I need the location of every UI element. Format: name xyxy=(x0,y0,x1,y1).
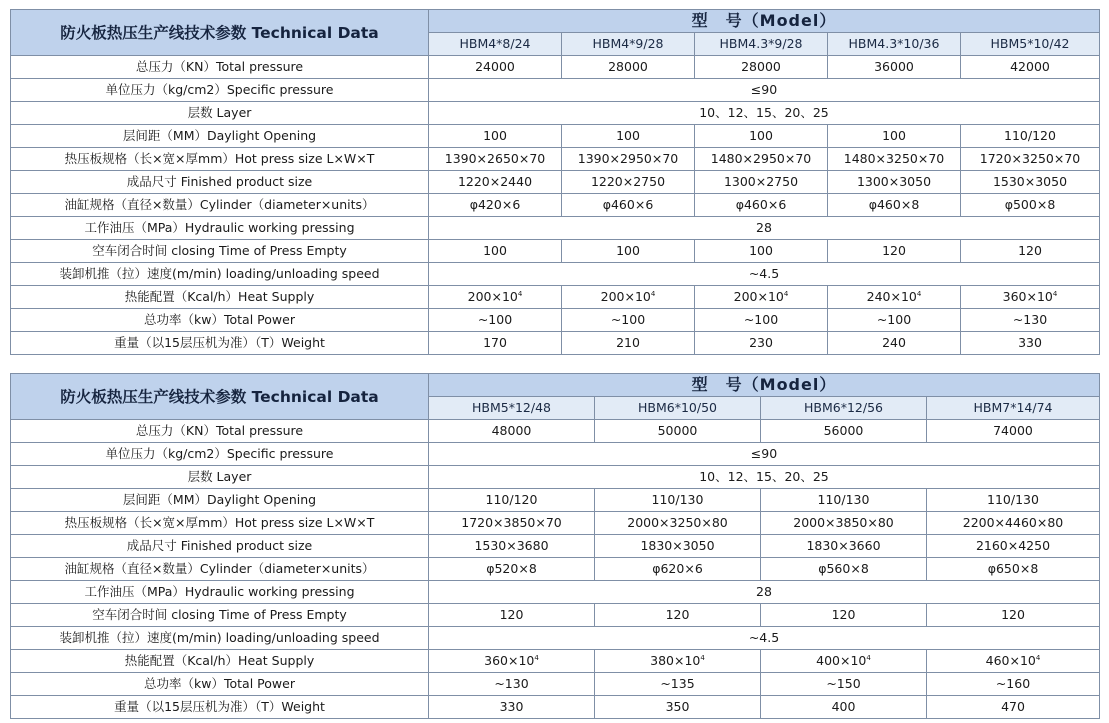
model-name: HBM7*14/74 xyxy=(927,397,1100,420)
parameter-label: 油缸规格（直径×数量）Cylinder（diameter×units） xyxy=(11,194,429,217)
value-cell xyxy=(695,286,828,309)
value-cell: φ520×8 xyxy=(429,558,595,581)
table-row xyxy=(11,171,1100,194)
value-cell: φ460×6 xyxy=(695,194,828,217)
table-row xyxy=(11,125,1100,148)
value-cell: 2200×4460×80 xyxy=(927,512,1100,535)
value-cell: 24000 xyxy=(429,56,562,79)
value-base: 460×10 xyxy=(985,653,1036,668)
value-base: 360×10 xyxy=(484,653,535,668)
model-name: HBM4.3*10/36 xyxy=(828,33,961,56)
model-name: HBM6*10/50 xyxy=(595,397,761,420)
value-cell: 48000 xyxy=(429,420,595,443)
value-cell: 100 xyxy=(695,125,828,148)
model-header: 型 号（Model） xyxy=(429,10,1100,33)
parameter-label: 成品尺寸 Finished product size xyxy=(11,171,429,194)
value-cell: 240 xyxy=(828,332,961,355)
value-cell: 110/120 xyxy=(429,489,595,512)
value-exponent: 4 xyxy=(650,289,656,298)
value-exponent: 4 xyxy=(517,289,523,298)
parameter-label: 单位压力（kg/cm2）Specific pressure xyxy=(11,443,429,466)
value-cell xyxy=(429,650,595,673)
table-row xyxy=(11,535,1100,558)
parameter-label: 总功率（kw）Total Power xyxy=(11,673,429,696)
table-row xyxy=(11,604,1100,627)
value-cell xyxy=(429,286,562,309)
value-cell: ~130 xyxy=(961,309,1100,332)
table-row xyxy=(11,650,1100,673)
table-row xyxy=(11,263,1100,286)
value-cell: 2160×4250 xyxy=(927,535,1100,558)
technical-data-table-1 xyxy=(10,9,1100,355)
value-cell: 110/120 xyxy=(961,125,1100,148)
table-row xyxy=(11,148,1100,171)
parameter-label: 装卸机推（拉）速度(m/min) loading/unloading speed xyxy=(11,627,429,650)
value-cell: 120 xyxy=(927,604,1100,627)
value-cell: φ420×6 xyxy=(429,194,562,217)
parameter-label: 热能配置（Kcal/h）Heat Supply xyxy=(11,650,429,673)
parameter-label: 层间距（MM）Daylight Opening xyxy=(11,125,429,148)
value-base: 400×10 xyxy=(816,653,867,668)
value-cell xyxy=(961,286,1100,309)
value-base: 200×10 xyxy=(600,289,651,304)
table-row xyxy=(11,79,1100,102)
value-cell: 230 xyxy=(695,332,828,355)
merged-value-cell: 28 xyxy=(429,581,1100,604)
table-title: 防火板热压生产线技术参数 Technical Data xyxy=(11,374,429,420)
value-cell: 100 xyxy=(695,240,828,263)
value-cell: 110/130 xyxy=(595,489,761,512)
value-cell: φ460×6 xyxy=(562,194,695,217)
table-row xyxy=(11,443,1100,466)
parameter-label: 层数 Layer xyxy=(11,466,429,489)
value-cell: 1830×3050 xyxy=(595,535,761,558)
model-name: HBM4.3*9/28 xyxy=(695,33,828,56)
value-cell: 110/130 xyxy=(927,489,1100,512)
table-row xyxy=(11,286,1100,309)
parameter-label: 热压板规格（长×宽×厚mm）Hot press size L×W×T xyxy=(11,148,429,171)
parameter-label: 空车闭合时间 closing Time of Press Empty xyxy=(11,240,429,263)
table-row xyxy=(11,194,1100,217)
header-row xyxy=(11,374,1100,397)
value-cell: 50000 xyxy=(595,420,761,443)
value-cell: 170 xyxy=(429,332,562,355)
parameter-label: 工作油压（MPa）Hydraulic working pressing xyxy=(11,581,429,604)
parameter-label: 装卸机推（拉）速度(m/min) loading/unloading speed xyxy=(11,263,429,286)
model-name: HBM5*12/48 xyxy=(429,397,595,420)
value-cell: 1220×2440 xyxy=(429,171,562,194)
parameter-label: 重量（以15层压机为准）（T）Weight xyxy=(11,696,429,719)
value-cell: 1530×3050 xyxy=(961,171,1100,194)
value-cell: ~100 xyxy=(695,309,828,332)
value-cell: 1390×2950×70 xyxy=(562,148,695,171)
table-row xyxy=(11,309,1100,332)
value-cell: 1830×3660 xyxy=(761,535,927,558)
value-cell: 42000 xyxy=(961,56,1100,79)
value-cell: 330 xyxy=(429,696,595,719)
parameter-label: 总压力（KN）Total pressure xyxy=(11,56,429,79)
value-cell: 1220×2750 xyxy=(562,171,695,194)
value-cell xyxy=(761,650,927,673)
value-cell: 120 xyxy=(595,604,761,627)
technical-data-table-2 xyxy=(10,373,1100,719)
value-cell: 120 xyxy=(761,604,927,627)
table-row xyxy=(11,489,1100,512)
value-cell: 120 xyxy=(429,604,595,627)
parameter-label: 油缸规格（直径×数量）Cylinder（diameter×units） xyxy=(11,558,429,581)
value-cell: 28000 xyxy=(562,56,695,79)
table-row xyxy=(11,56,1100,79)
value-base: 360×10 xyxy=(1002,289,1053,304)
merged-value-cell: 10、12、15、20、25 xyxy=(429,102,1100,125)
merged-value-cell: ~4.5 xyxy=(429,627,1100,650)
parameter-label: 总功率（kw）Total Power xyxy=(11,309,429,332)
value-cell: ~150 xyxy=(761,673,927,696)
value-cell xyxy=(595,650,761,673)
parameter-label: 热能配置（Kcal/h）Heat Supply xyxy=(11,286,429,309)
value-cell: ~100 xyxy=(562,309,695,332)
table-row xyxy=(11,581,1100,604)
merged-value-cell: 28 xyxy=(429,217,1100,240)
table-row xyxy=(11,512,1100,535)
model-name: HBM6*12/56 xyxy=(761,397,927,420)
table-row xyxy=(11,240,1100,263)
value-exponent: 4 xyxy=(783,289,789,298)
model-header: 型 号（Model） xyxy=(429,374,1100,397)
header-row xyxy=(11,10,1100,33)
merged-value-cell: ≤90 xyxy=(429,79,1100,102)
parameter-label: 层间距（MM）Daylight Opening xyxy=(11,489,429,512)
parameter-label: 热压板规格（长×宽×厚mm）Hot press size L×W×T xyxy=(11,512,429,535)
value-cell: ~130 xyxy=(429,673,595,696)
value-cell: 1300×3050 xyxy=(828,171,961,194)
value-cell: 1530×3680 xyxy=(429,535,595,558)
table-row xyxy=(11,673,1100,696)
value-cell: 330 xyxy=(961,332,1100,355)
value-cell: 400 xyxy=(761,696,927,719)
value-exponent: 4 xyxy=(866,653,871,662)
merged-value-cell: 10、12、15、20、25 xyxy=(429,466,1100,489)
table-row xyxy=(11,696,1100,719)
value-cell: 120 xyxy=(828,240,961,263)
table-row xyxy=(11,466,1100,489)
value-cell: ~135 xyxy=(595,673,761,696)
value-exponent: 4 xyxy=(700,653,705,662)
value-cell: 350 xyxy=(595,696,761,719)
value-cell: φ560×8 xyxy=(761,558,927,581)
value-cell: φ500×8 xyxy=(961,194,1100,217)
value-cell: 28000 xyxy=(695,56,828,79)
table-row xyxy=(11,558,1100,581)
value-cell: 2000×3850×80 xyxy=(761,512,927,535)
value-cell: 36000 xyxy=(828,56,961,79)
value-cell xyxy=(927,650,1100,673)
merged-value-cell: ≤90 xyxy=(429,443,1100,466)
value-cell: 100 xyxy=(828,125,961,148)
parameter-label: 成品尺寸 Finished product size xyxy=(11,535,429,558)
value-exponent: 4 xyxy=(1035,653,1041,662)
table-row xyxy=(11,332,1100,355)
value-cell: 470 xyxy=(927,696,1100,719)
model-name: HBM4*8/24 xyxy=(429,33,562,56)
value-exponent: 4 xyxy=(916,289,922,298)
parameter-label: 层数 Layer xyxy=(11,102,429,125)
value-exponent: 4 xyxy=(1052,289,1058,298)
value-cell: 100 xyxy=(562,240,695,263)
value-cell: ~160 xyxy=(927,673,1100,696)
parameter-label: 总压力（KN）Total pressure xyxy=(11,420,429,443)
value-cell: 110/130 xyxy=(761,489,927,512)
value-exponent: 4 xyxy=(534,653,539,662)
model-name: HBM5*10/42 xyxy=(961,33,1100,56)
table-row xyxy=(11,217,1100,240)
value-cell: 100 xyxy=(429,125,562,148)
value-cell: ~100 xyxy=(828,309,961,332)
value-cell: φ650×8 xyxy=(927,558,1100,581)
value-base: 200×10 xyxy=(733,289,784,304)
value-cell xyxy=(562,286,695,309)
value-cell: 74000 xyxy=(927,420,1100,443)
value-cell: 1300×2750 xyxy=(695,171,828,194)
value-cell: 56000 xyxy=(761,420,927,443)
value-base: 240×10 xyxy=(866,289,917,304)
value-cell: 1390×2650×70 xyxy=(429,148,562,171)
value-cell: 1480×3250×70 xyxy=(828,148,961,171)
parameter-label: 空车闭合时间 closing Time of Press Empty xyxy=(11,604,429,627)
value-base: 380×10 xyxy=(650,653,701,668)
value-cell: 1720×3850×70 xyxy=(429,512,595,535)
value-cell xyxy=(828,286,961,309)
table-row xyxy=(11,627,1100,650)
value-cell: 1480×2950×70 xyxy=(695,148,828,171)
value-cell: φ460×8 xyxy=(828,194,961,217)
value-cell: 100 xyxy=(429,240,562,263)
table-title: 防火板热压生产线技术参数 Technical Data xyxy=(11,10,429,56)
parameter-label: 重量（以15层压机为准）（T）Weight xyxy=(11,332,429,355)
parameter-label: 工作油压（MPa）Hydraulic working pressing xyxy=(11,217,429,240)
parameter-label: 单位压力（kg/cm2）Specific pressure xyxy=(11,79,429,102)
table-row xyxy=(11,420,1100,443)
value-base: 200×10 xyxy=(467,289,518,304)
table-row xyxy=(11,102,1100,125)
value-cell: 120 xyxy=(961,240,1100,263)
merged-value-cell: ~4.5 xyxy=(429,263,1100,286)
value-cell: 100 xyxy=(562,125,695,148)
value-cell: 1720×3250×70 xyxy=(961,148,1100,171)
model-name: HBM4*9/28 xyxy=(562,33,695,56)
value-cell: ~100 xyxy=(429,309,562,332)
value-cell: 2000×3250×80 xyxy=(595,512,761,535)
value-cell: 210 xyxy=(562,332,695,355)
value-cell: φ620×6 xyxy=(595,558,761,581)
